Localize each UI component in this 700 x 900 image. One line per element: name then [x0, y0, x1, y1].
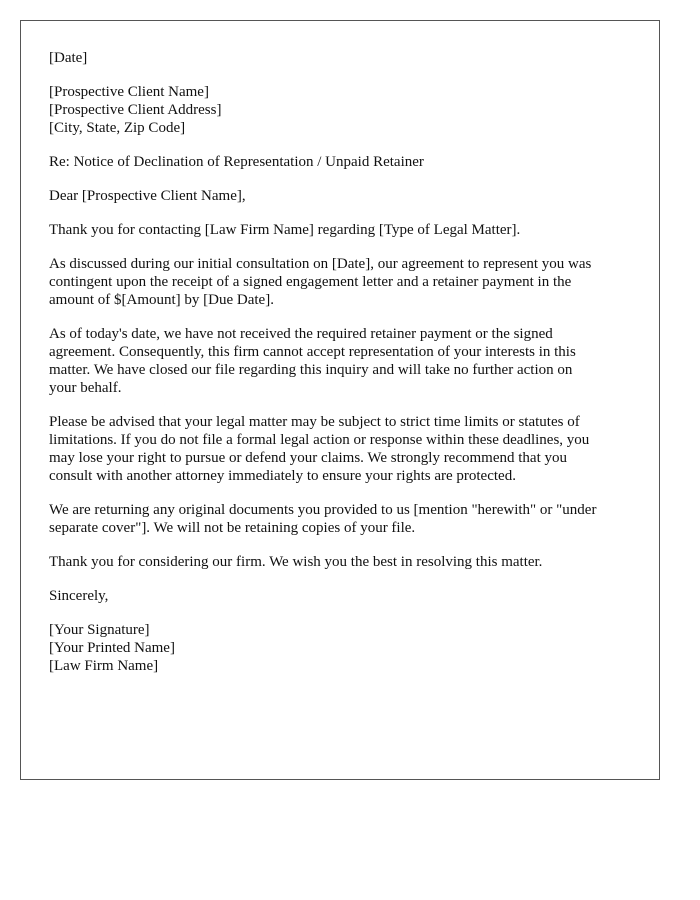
salutation-text: Dear [Prospective Client Name],	[49, 188, 246, 204]
paragraph-line: contingent upon the receipt of a signed engagement letter and a retainer payment in the	[49, 274, 572, 290]
salutation	[49, 187, 631, 205]
signature-block	[49, 621, 631, 675]
firm-name-line: [Law Firm Name]	[49, 658, 159, 674]
closing	[49, 587, 631, 605]
paragraph-line: As of today's date, we have not received the required retainer payment or the signed	[49, 326, 553, 342]
subject-text: Re: Notice of Declination of Representation / Unpaid Retainer	[49, 154, 424, 170]
recipient-name: [Prospective Client Name]	[49, 84, 209, 100]
paragraph-closing-wishes	[49, 553, 631, 571]
paragraph-line: amount of $[Amount] by [Due Date].	[49, 292, 274, 308]
paragraph-line: consult with another attorney immediately to ensure your rights are protected.	[49, 468, 516, 484]
closing-text: Sincerely,	[49, 588, 109, 604]
recipient-city-state-zip: [City, State, Zip Code]	[49, 120, 186, 136]
printed-name-line: [Your Printed Name]	[49, 640, 175, 656]
paragraph-documents	[49, 501, 631, 537]
paragraph-line: may lose your right to pursue or defend your claims. We strongly recommend that you	[49, 450, 567, 466]
paragraph-line: your behalf.	[49, 380, 122, 396]
paragraph-line: Thank you for contacting [Law Firm Name] regarding [Type of Legal Matter].	[49, 222, 521, 238]
recipient-address: [Prospective Client Address]	[49, 102, 222, 118]
paragraph-time-limits	[49, 413, 631, 485]
paragraph-line: separate cover"]. We will not be retaining copies of your file.	[49, 520, 416, 536]
paragraph-thank-you	[49, 221, 631, 239]
paragraph-line: matter. We have closed our file regarding this inquiry and will take no further action on	[49, 362, 573, 378]
date-text: [Date]	[49, 50, 88, 66]
paragraph-line: agreement. Consequently, this firm cannot accept representation of your interests in this	[49, 344, 576, 360]
subject-line	[49, 153, 631, 171]
paragraph-line: As discussed during our initial consultation on [Date], our agreement to represent you was	[49, 256, 592, 272]
paragraph-not-received	[49, 325, 631, 397]
paragraph-consultation	[49, 255, 631, 309]
letter-page	[20, 20, 660, 780]
signature-line: [Your Signature]	[49, 622, 150, 638]
paragraph-line: Please be advised that your legal matter may be subject to strict time limits or statutes of	[49, 414, 580, 430]
letter-date	[49, 49, 631, 67]
paragraph-line: Thank you for considering our firm. We wish you the best in resolving this matter.	[49, 554, 543, 570]
recipient-address-block	[49, 83, 631, 137]
paragraph-line: We are returning any original documents you provided to us [mention "herewith" or "under	[49, 502, 597, 518]
paragraph-line: limitations. If you do not file a formal legal action or response within these deadlines, you	[49, 432, 590, 448]
